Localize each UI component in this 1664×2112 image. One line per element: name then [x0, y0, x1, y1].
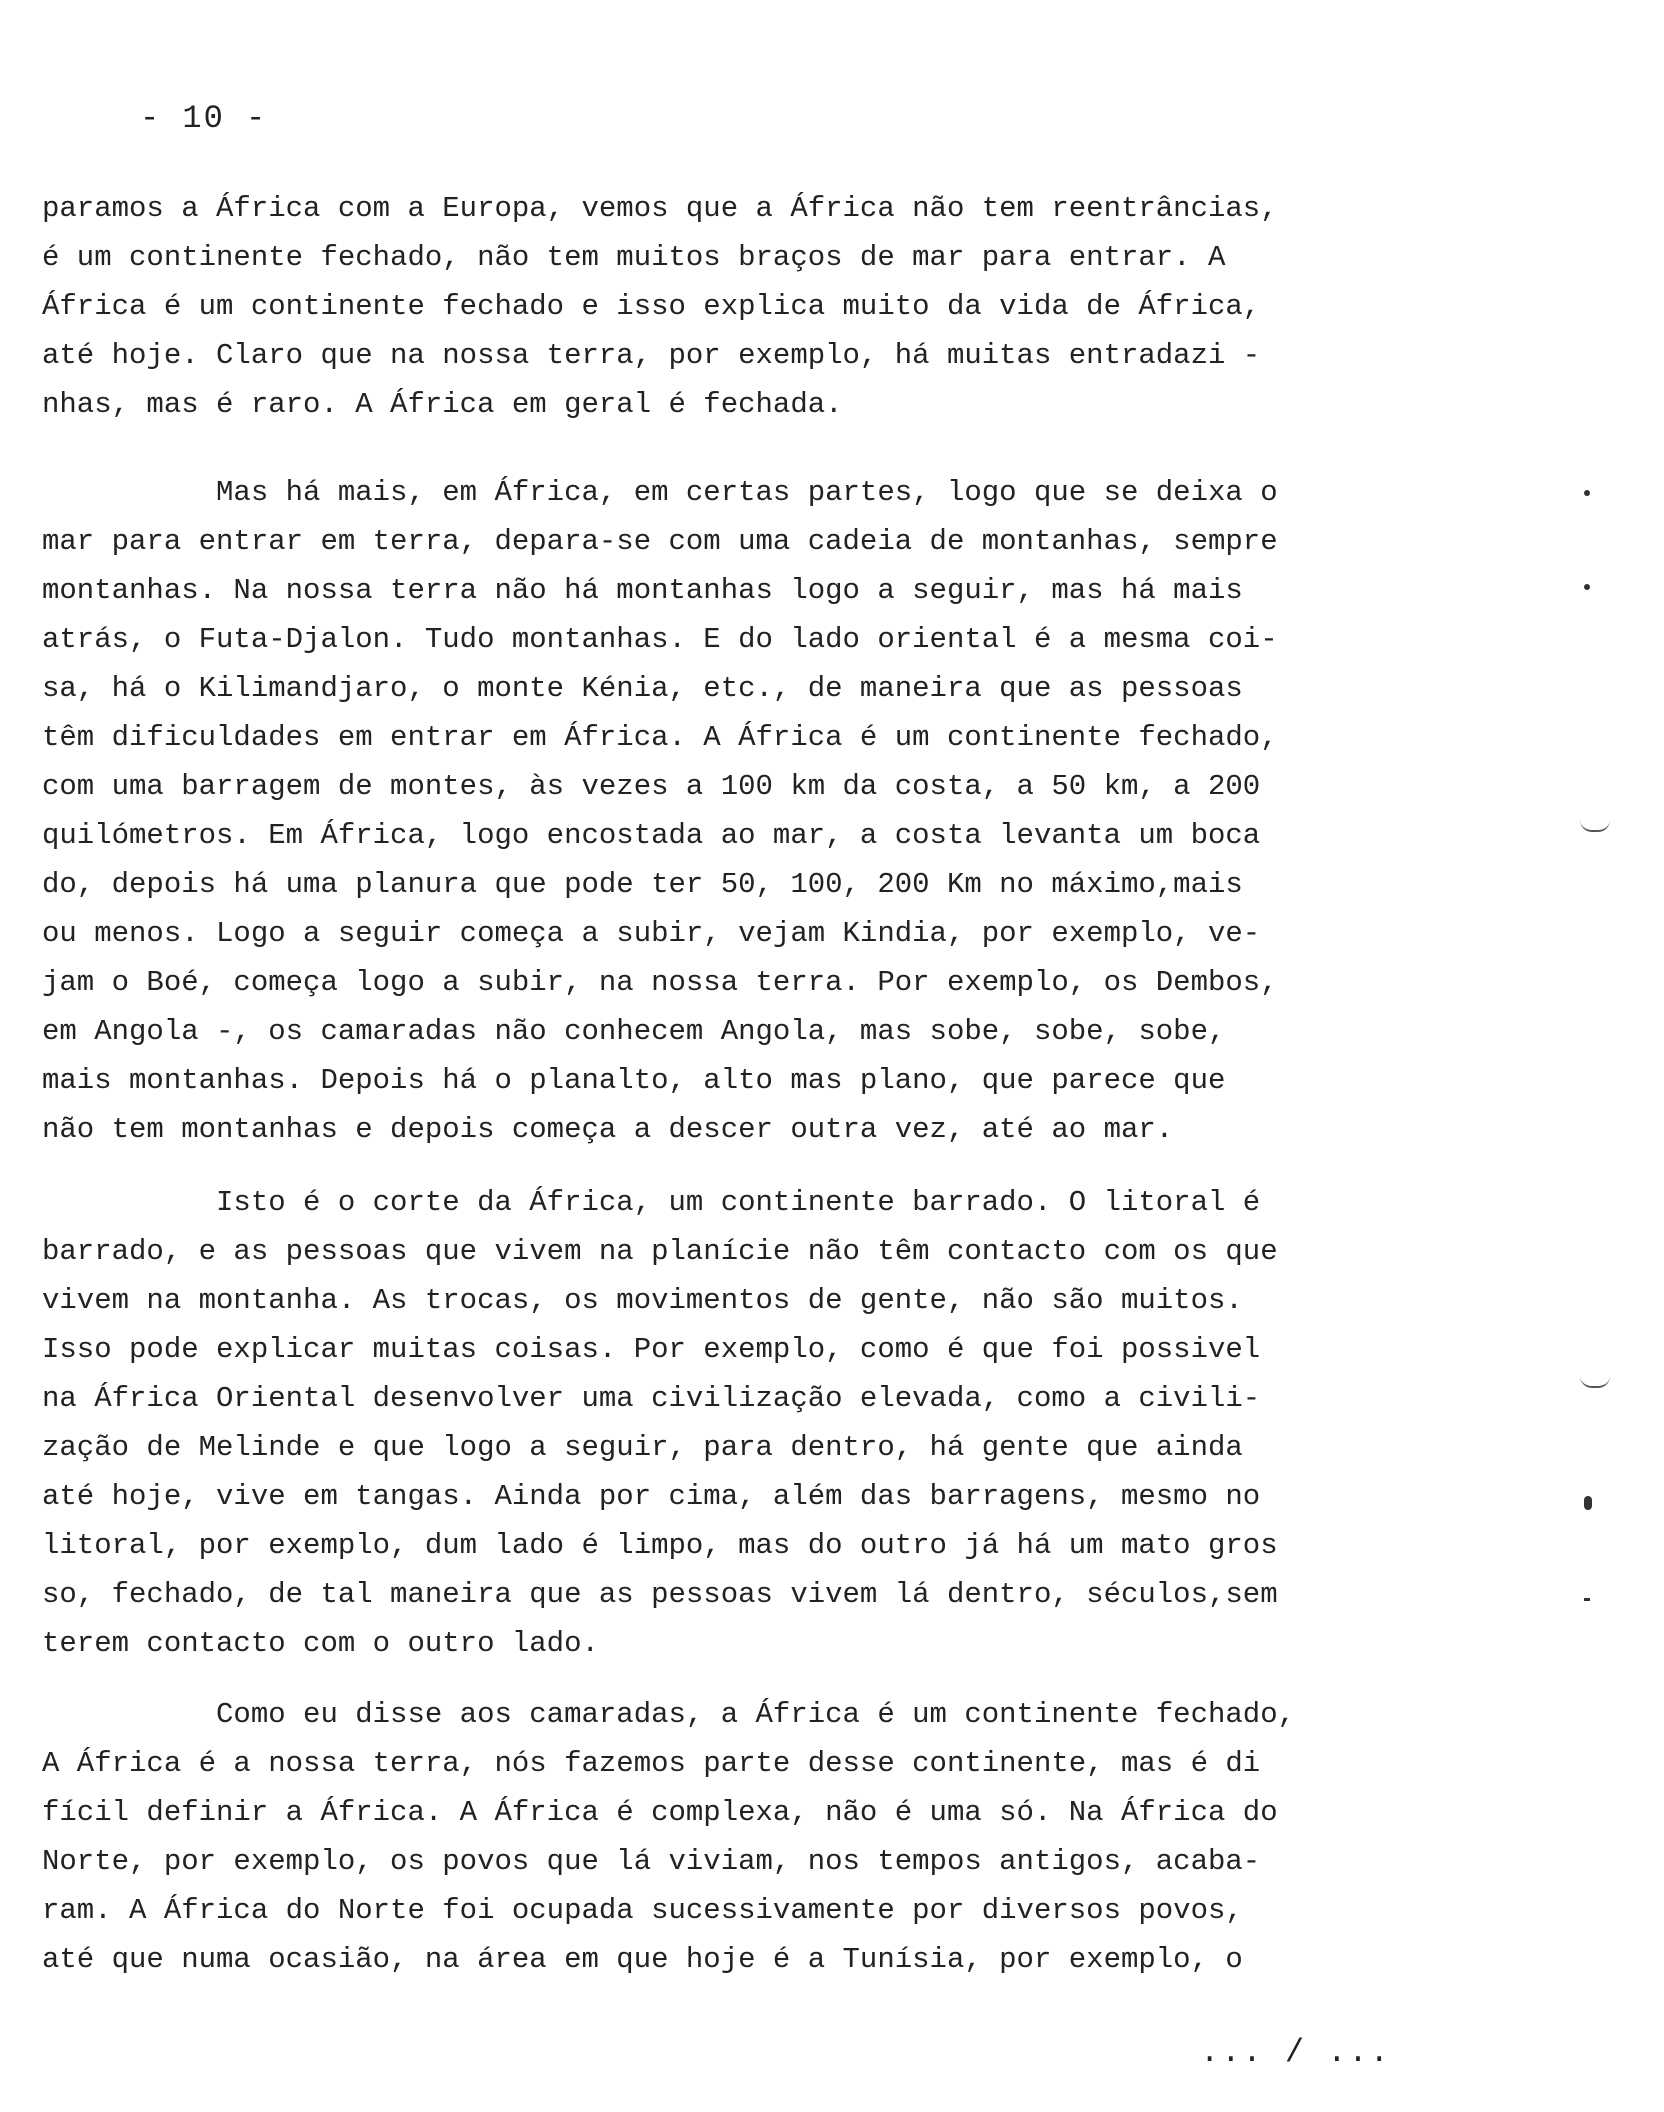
text-line: em Angola -, os camaradas não conhecem Angola, mas sobe, sobe, sobe,: [42, 1015, 1226, 1048]
text-line: não tem montanhas e depois começa a descer outra vez, até ao mar.: [42, 1113, 1174, 1146]
text-line: Norte, por exemplo, os povos que lá viviam, nos tempos antigos, acaba-: [42, 1845, 1261, 1878]
text-line: ram. A África do Norte foi ocupada sucessivamente por diversos povos,: [42, 1894, 1243, 1927]
text-line: barrado, e as pessoas que vivem na planície não têm contacto com os que: [42, 1235, 1278, 1268]
continuation-marker: ... / ...: [1200, 2034, 1391, 2071]
margin-mark: [1580, 820, 1610, 832]
paragraph-1: [42, 184, 1502, 429]
text-line: quilómetros. Em África, logo encostada ao mar, a costa levanta um boca: [42, 819, 1261, 852]
text-line: vivem na montanha. As trocas, os movimentos de gente, não são muitos.: [42, 1284, 1243, 1317]
text-line: África é um continente fechado e isso explica muito da vida de África,: [42, 290, 1261, 323]
margin-mark: [1584, 490, 1590, 496]
text-line: Mas há mais, em África, em certas partes, logo que se deixa o: [42, 476, 1278, 509]
margin-mark: [1584, 584, 1590, 590]
text-line: litoral, por exemplo, dum lado é limpo, mas do outro já há um mato gros: [42, 1529, 1278, 1562]
text-line: é um continente fechado, não tem muitos braços de mar para entrar. A: [42, 241, 1226, 274]
text-line: zação de Melinde e que logo a seguir, para dentro, há gente que ainda: [42, 1431, 1243, 1464]
text-line: terem contacto com o outro lado.: [42, 1627, 599, 1660]
text-line: so, fechado, de tal maneira que as pessoas vivem lá dentro, séculos,sem: [42, 1578, 1278, 1611]
margin-mark: [1584, 1598, 1590, 1601]
text-line: A África é a nossa terra, nós fazemos parte desse continente, mas é di: [42, 1747, 1261, 1780]
page-number: - 10 -: [140, 100, 268, 137]
text-line: até hoje. Claro que na nossa terra, por exemplo, há muitas entradazi -: [42, 339, 1261, 372]
text-line: nhas, mas é raro. A África em geral é fechada.: [42, 388, 843, 421]
text-line: até que numa ocasião, na área em que hoje é a Tunísia, por exemplo, o: [42, 1943, 1243, 1976]
text-line: mar para entrar em terra, depara-se com uma cadeia de montanhas, sempre: [42, 525, 1278, 558]
text-line: até hoje, vive em tangas. Ainda por cima, além das barragens, mesmo no: [42, 1480, 1261, 1513]
text-line: paramos a África com a Europa, vemos que a África não tem reentrâncias,: [42, 192, 1278, 225]
text-line: ou menos. Logo a seguir começa a subir, vejam Kindia, por exemplo, ve-: [42, 917, 1261, 950]
text-line: com uma barragem de montes, às vezes a 100 km da costa, a 50 km, a 200: [42, 770, 1261, 803]
text-line: na África Oriental desenvolver uma civilização elevada, como a civili-: [42, 1382, 1261, 1415]
text-line: montanhas. Na nossa terra não há montanhas logo a seguir, mas há mais: [42, 574, 1243, 607]
text-line: Isto é o corte da África, um continente barrado. O litoral é: [42, 1186, 1261, 1219]
text-line: jam o Boé, começa logo a subir, na nossa terra. Por exemplo, os Dembos,: [42, 966, 1278, 999]
paragraph-2: [42, 468, 1502, 1154]
text-line: atrás, o Futa-Djalon. Tudo montanhas. E do lado oriental é a mesma coi-: [42, 623, 1278, 656]
paragraph-3: [42, 1178, 1502, 1668]
margin-mark: [1584, 1496, 1592, 1510]
paragraph-4: [42, 1690, 1502, 1984]
text-line: do, depois há uma planura que pode ter 50, 100, 200 Km no máximo,mais: [42, 868, 1243, 901]
text-line: sa, há o Kilimandjaro, o monte Kénia, etc., de maneira que as pessoas: [42, 672, 1243, 705]
text-line: mais montanhas. Depois há o planalto, alto mas plano, que parece que: [42, 1064, 1226, 1097]
text-line: têm dificuldades em entrar em África. A África é um continente fechado,: [42, 721, 1278, 754]
text-line: Isso pode explicar muitas coisas. Por exemplo, como é que foi possivel: [42, 1333, 1261, 1366]
text-line: Como eu disse aos camaradas, a África é um continente fechado,: [42, 1698, 1296, 1731]
margin-mark: [1580, 1376, 1610, 1388]
text-line: fícil definir a África. A África é complexa, não é uma só. Na África do: [42, 1796, 1278, 1829]
